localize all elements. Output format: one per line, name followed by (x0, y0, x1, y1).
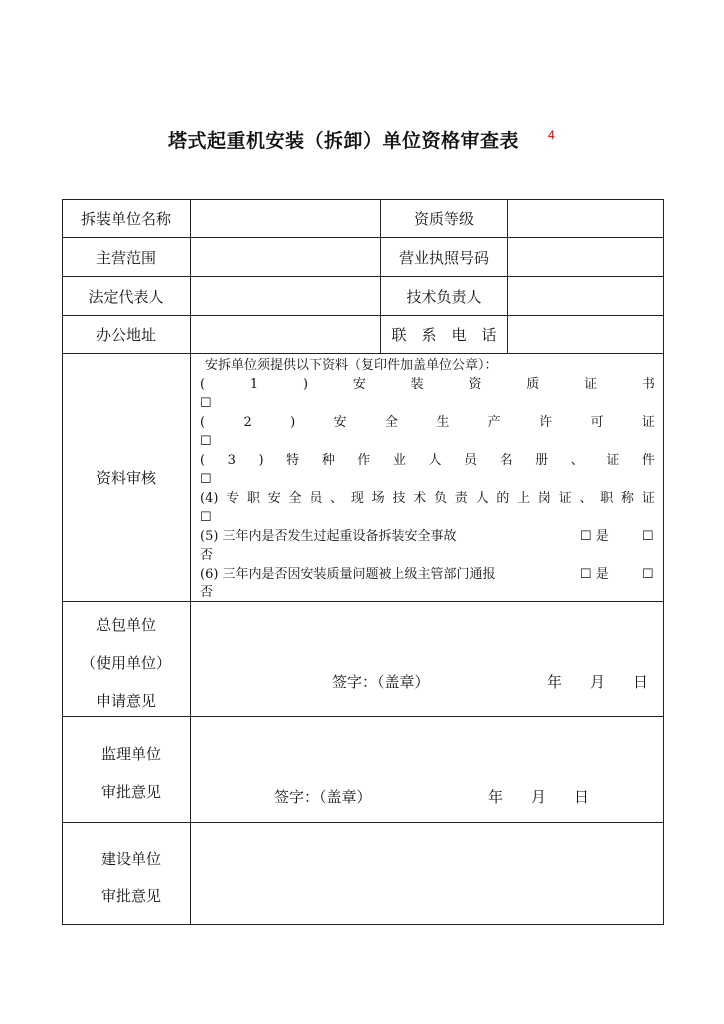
office-address-label: 办公地址 (95, 326, 156, 344)
license-number-value[interactable] (508, 238, 663, 276)
item-5-no-label: 否 (200, 548, 214, 563)
item-5-yes-checkbox[interactable]: ☐ 是 (580, 529, 609, 544)
phone-label: 联 系 电 话 (391, 326, 497, 344)
checkbox-item-2[interactable]: ☐ (200, 434, 212, 449)
supervisor-month: 月 (531, 788, 547, 806)
general-month: 月 (590, 673, 606, 691)
item-6-no-checkbox[interactable]: ☐ (642, 567, 654, 582)
qualification-level-value[interactable] (508, 199, 663, 237)
business-scope-label: 主营范围 (95, 248, 156, 267)
supervisor-day: 日 (574, 788, 590, 806)
general-contractor-label: 总包单位 （使用单位） 申请意见 (80, 616, 171, 710)
tech-lead-label: 技术负责人 (406, 287, 482, 306)
phone-value[interactable] (508, 316, 663, 353)
item-6-yes-checkbox[interactable]: ☐ 是 (580, 567, 609, 582)
page-title: 塔式起重机安装（拆卸）单位资格审查表 (168, 130, 520, 152)
item-6-no-label: 否 (200, 585, 214, 600)
review-item-3: ( 3 ) 特 种 作 业 人 员 名 册 、 证 件 (200, 453, 655, 468)
review-label: 资料审核 (95, 469, 156, 487)
supervisor-signature[interactable]: 签字：（盖章） (274, 788, 372, 806)
legal-rep-value[interactable] (191, 277, 380, 315)
office-address-value[interactable] (191, 316, 380, 353)
review-item-1: ( 1 ) 安 装 资 质 证 书 (200, 377, 655, 392)
review-item-4: (4) 专 职 安 全 员 、 现 场 技 术 负 责 人 的 上 岗 证 、 职 称 证 (200, 491, 655, 506)
review-item-5: (5) 三年内是否发生过起重设备拆装安全事故 ☐ 是 ☐ (200, 529, 654, 544)
general-year: 年 (547, 673, 563, 691)
tech-lead-value[interactable] (508, 277, 663, 315)
supervisor-year: 年 (488, 788, 504, 806)
checkbox-item-3[interactable]: ☐ (200, 472, 212, 487)
page-number: 4 (548, 128, 555, 142)
item-5-no-checkbox[interactable]: ☐ (642, 529, 654, 544)
review-item-6: (6) 三年内是否因安装质量问题被上级主管部门通报 ☐ 是 ☐ (200, 567, 654, 582)
business-scope-value[interactable] (191, 238, 380, 276)
construction-approval-area[interactable] (191, 823, 663, 924)
company-name-value[interactable] (191, 199, 380, 237)
checkbox-item-4[interactable]: ☐ (200, 510, 212, 525)
supervisor-label: 监理单位 审批意见 (100, 745, 161, 801)
company-name-label: 拆装单位名称 (80, 209, 171, 228)
license-number-label: 营业执照号码 (398, 248, 489, 267)
construction-unit-label: 建设单位 审批意见 (100, 850, 161, 905)
review-intro: 安拆单位须提供以下资料（复印件加盖单位公章）： (205, 358, 498, 373)
qualification-level-label: 资质等级 (413, 209, 474, 228)
checkbox-item-1[interactable]: ☐ (200, 396, 212, 411)
general-day: 日 (633, 673, 649, 691)
legal-rep-label: 法定代表人 (88, 287, 164, 306)
general-signature[interactable]: 签字：（盖章） (332, 673, 430, 691)
review-item-2: ( 2 ) 安 全 生 产 许 可 证 (200, 415, 655, 430)
